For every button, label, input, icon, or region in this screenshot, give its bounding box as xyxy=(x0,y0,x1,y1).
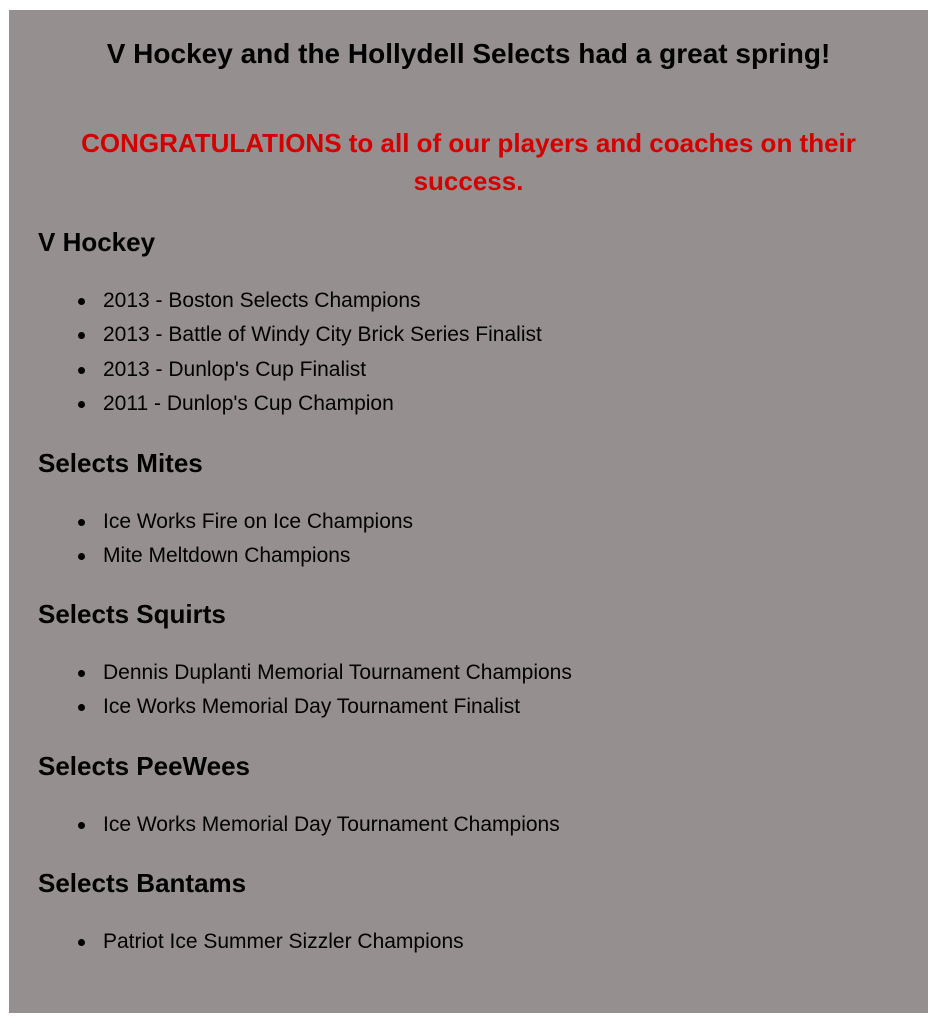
list-item: 2013 - Dunlop's Cup Finalist xyxy=(78,353,542,387)
list-item: 2011 - Dunlop's Cup Champion xyxy=(78,387,542,421)
list-item: Ice Works Memorial Day Tournament Champions xyxy=(78,808,560,842)
congratulations-message: CONGRATULATIONS to all of our players and coaches on their success. xyxy=(81,128,856,196)
section-title-selects-squirts: Selects Squirts xyxy=(38,599,226,629)
section-list-selects-mites xyxy=(78,505,413,574)
list-item: Patriot Ice Summer Sizzler Champions xyxy=(78,925,464,959)
list-item: Ice Works Fire on Ice Champions xyxy=(78,505,413,539)
section-title-v-hockey: V Hockey xyxy=(38,227,156,257)
section-title-selects-peewees: Selects PeeWees xyxy=(38,751,250,781)
list-item: Mite Meltdown Champions xyxy=(78,539,413,573)
list-item: Dennis Duplanti Memorial Tournament Champions xyxy=(78,656,572,690)
section-list-selects-squirts xyxy=(78,656,572,725)
list-item: 2013 - Boston Selects Champions xyxy=(78,284,542,318)
list-item: Ice Works Memorial Day Tournament Finalist xyxy=(78,690,572,724)
list-item: 2013 - Battle of Windy City Brick Series Finalist xyxy=(78,318,542,352)
page-headline: V Hockey and the Hollydell Selects had a great spring! xyxy=(106,38,831,69)
section-title-selects-mites: Selects Mites xyxy=(38,448,203,478)
section-list-selects-peewees xyxy=(78,808,560,842)
section-title-selects-bantams: Selects Bantams xyxy=(38,868,247,898)
content-panel xyxy=(9,10,928,1013)
section-list-selects-bantams xyxy=(78,925,464,959)
section-list-v-hockey xyxy=(78,284,542,422)
